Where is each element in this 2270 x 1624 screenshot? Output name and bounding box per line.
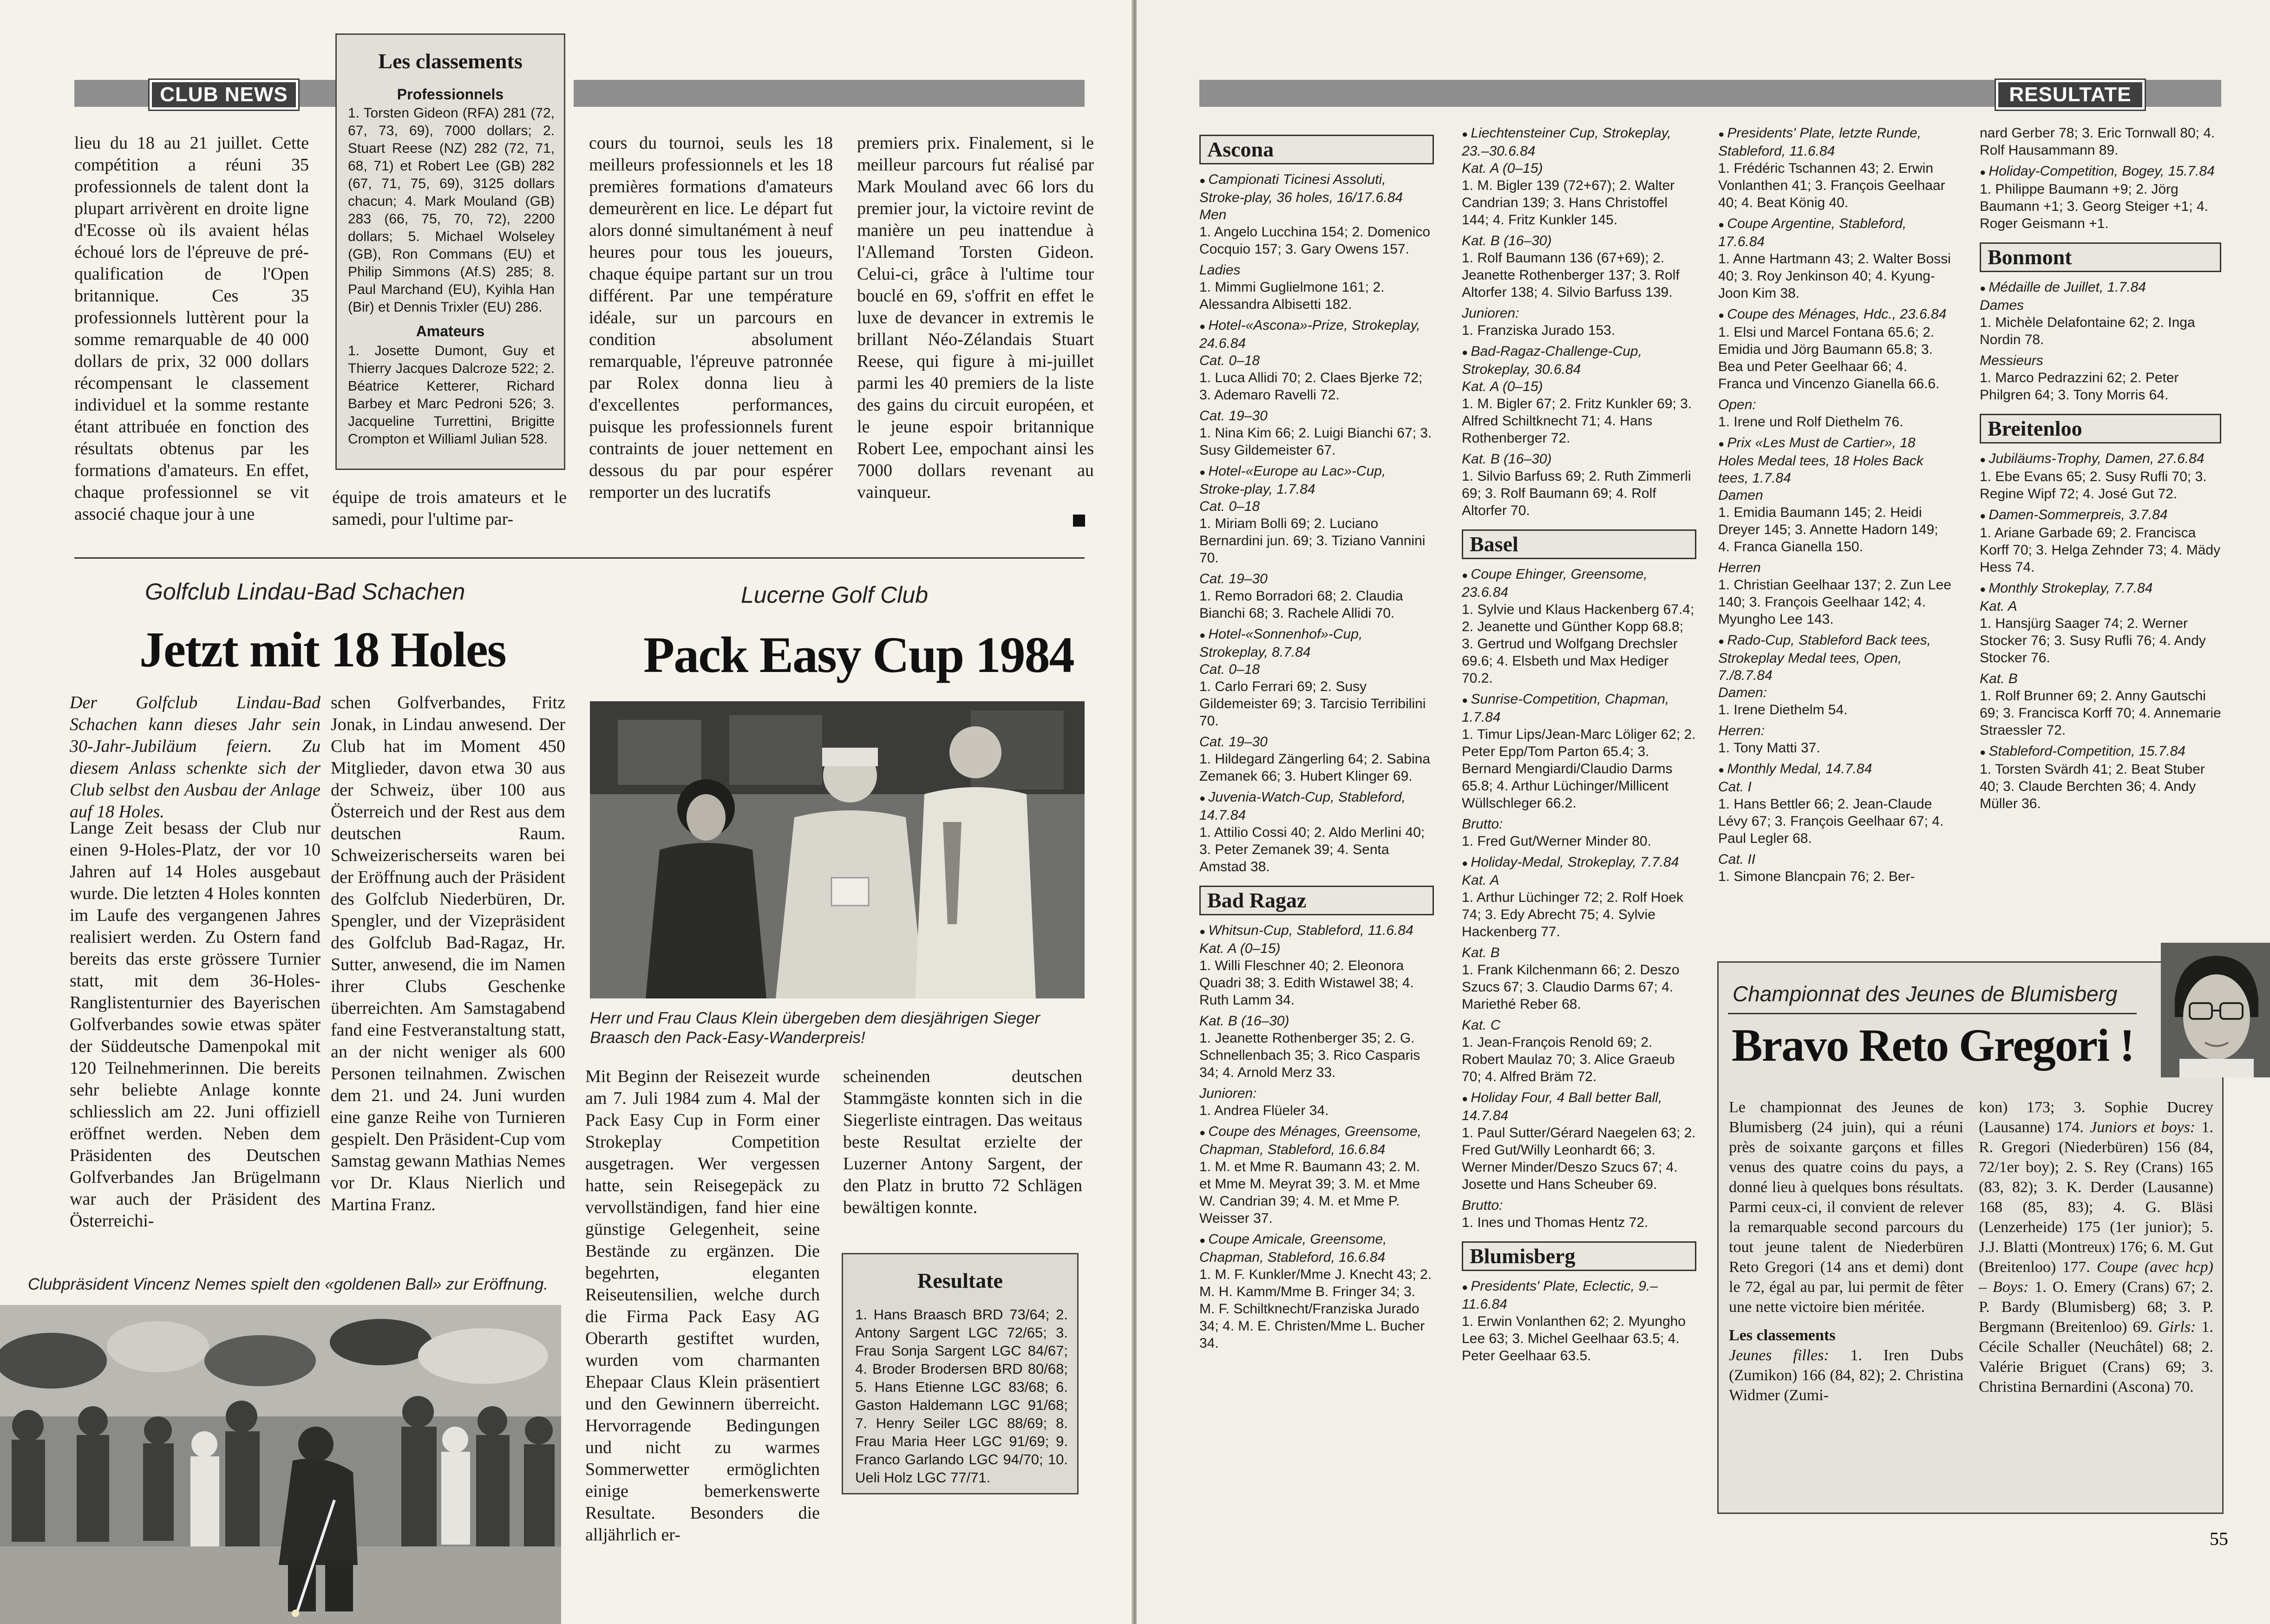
professionnels-heading: Professionnels xyxy=(397,86,504,103)
category-label: Kat. B (16–30) xyxy=(1462,233,1552,248)
category-label: Cat. I xyxy=(1718,779,1752,795)
result-line: 1. Arthur Lüchinger 72; 2. Rolf Hoek 74; 3. Edy Abrecht 75; 4. Sylvie Hackenberg 77. xyxy=(1462,890,1683,939)
event-title: ● Médaille de Juillet, 1.7.84 xyxy=(1980,279,2221,297)
category-label: Cat. 19–30 xyxy=(1199,408,1268,424)
lucerne-headline: Pack Easy Cup 1984 xyxy=(643,626,1074,683)
event-title: ● Sunrise-Competition, Chapman, 1.7.84 xyxy=(1462,691,1696,726)
category-label: Kat. B xyxy=(1980,671,2018,686)
event-title: ● Whitsun-Cup, Stableford, 11.6.84 xyxy=(1199,922,1434,940)
lindau-lead: Der Golfclub Lindau-Bad Schachen kann dieses Jahr sein 30-Jahr-Jubiläum feiern. Zu diesem Anlass schenkte sich der Club selbst den Ausbau der Anlage auf 18 Holes. xyxy=(70,693,321,822)
result-line: 1. Ebe Evans 65; 2. Susy Rufli 70; 3. Regine Wipf 72; 4. José Gut 72. xyxy=(1980,469,2207,502)
result-line: nard Gerber 78; 3. Eric Tornwall 80; 4. Rolf Hausammann 89. xyxy=(1980,125,2215,158)
left-page xyxy=(0,0,1133,1624)
category-label: Kat. A xyxy=(1980,599,2017,614)
blumisberg-classements-heading: Les classements xyxy=(1729,1327,1836,1344)
golfer-crowd-illustration xyxy=(0,1305,561,1624)
end-mark-square xyxy=(1073,515,1085,527)
club-heading: Bonmont xyxy=(1980,242,2221,272)
result-line: 1. Rolf Baumann 136 (67+69); 2. Jeanette Rothenberger 137; 3. Rolf Altorfer 138; 4. Silvio Barfuss 139. xyxy=(1462,250,1680,300)
result-line: 1. Jeanette Rothenberger 35; 2. G. Schnellenbach 35; 3. Rico Casparis 34; 4. Arnold Merz 33. xyxy=(1199,1030,1420,1080)
category-label: Brutto: xyxy=(1462,816,1503,832)
category-label: Kat. B (16–30) xyxy=(1199,1013,1289,1029)
result-line: 1. Carlo Ferrari 69; 2. Susy Gildemeister 69; 3. Tarcisio Terribilini 70. xyxy=(1199,679,1426,729)
category-label: Ladies xyxy=(1199,262,1241,278)
result-line: 1. M. F. Kunkler/Mme J. Knecht 43; 2. M. H. Kamm/Mme B. Fringer 34; 3. M. F. Schiltknecht/Franziska Jurado 34; 4. M. E. Christen/Mme L. Bucher 34. xyxy=(1199,1267,1432,1351)
event-title: ● Coupe Amicale, Greensome, Chapman, Stableford, 16.6.84 xyxy=(1199,1231,1434,1266)
result-line: 1. Silvio Barfuss 69; 2. Ruth Zimmerli 69; 3. Rolf Baumann 69; 4. Rolf Altorfer 70. xyxy=(1462,469,1691,518)
coupe-boys-results: 1. O. Emery (Crans) 67; 2. P. Bardy (Blumisberg) 68; 3. P. Bergmann (Breitenloo) 69. xyxy=(1979,1278,2213,1336)
result-line: 1. Timur Lips/Jean-Marc Löliger 62; 2. Peter Epp/Tom Parton 65.4; 3. Bernard Mengiardi/Claudio Darms 65.8; 4. Arthur Lüchinger/Millicent Wüllschleger 66.2. xyxy=(1462,727,1696,811)
result-line: 1. Andrea Flüeler 34. xyxy=(1199,1103,1329,1118)
result-line: 1. Ines und Thomas Hentz 72. xyxy=(1462,1215,1649,1230)
event-title: ● Coupe des Ménages, Hdc., 23.6.84 xyxy=(1718,306,1953,324)
category-label: Cat. II xyxy=(1718,852,1756,867)
category-label: Cat. 19–30 xyxy=(1199,571,1268,587)
result-line: 1. Sylvie und Klaus Hackenberg 67.4; 2. Jeanette und Günther Kopp 68.8; 3. Gertrud und Wolfgang Drechsler 69.6; 4. Elsbeth und Max Hediger 70.2. xyxy=(1462,602,1694,686)
event-title: ● Stableford-Competition, 15.7.84 xyxy=(1980,743,2221,761)
label-girls: Girls: xyxy=(2158,1318,2196,1336)
classements-title: Les classements xyxy=(378,49,523,73)
section-tag-club-news: CLUB NEWS xyxy=(150,80,298,110)
result-line: 1. Nina Kim 66; 2. Luigi Bianchi 67; 3. Susy Gildemeister 67. xyxy=(1199,425,1432,458)
box-rule xyxy=(1728,1013,2137,1014)
result-line: 1. Irene Diethelm 54. xyxy=(1718,702,1848,717)
label-juniors-boys: Juniors et boys: xyxy=(2090,1119,2196,1136)
result-line: 1. M. et Mme R. Baumann 43; 2. M. et Mme M. Meyrat 39; 3. M. et Mme W. Candrian 39; 4. M. et Mme P. Weisser 37. xyxy=(1199,1159,1420,1226)
jeunes-filles-continued: kon) 173; 3. Sophie Ducrey (Lausanne) 174. xyxy=(1979,1099,2213,1136)
result-line: 1. Hildegard Zängerling 64; 2. Sabina Zemanek 66; 3. Hubert Klinger 69. xyxy=(1199,751,1430,784)
lucerne-column-1: Mit Beginn der Reisezeit wurde am 7. Juli 1984 zum 4. Mal der Pack Easy Cup in Form einer Strokeplay Competition ausgetragen. Wer vergessen hatte, sein Reisegepäck zu vervollständigen, fand hier eine günstige Gelegenheit, seine Bestände zu ergänzen. Die begehrten, eleganten Reiseutensilien, welche durch die Firma Pack Easy AG Oberarth gestiftet wurden, wurden vom charmanten Ehepaar Claus Klein präsentiert und den Gewinnern überreicht. Hervorragende Bedingungen und nicht zu warmes Sommerwetter ermöglichten einige bemerkenswerte Resultate. Besonders die alljährlich er- xyxy=(585,1067,820,1545)
event-title: ● Presidents' Plate, Eclectic, 9.–11.6.84 xyxy=(1462,1278,1696,1313)
result-line: 1. Michèle Delafontaine 62; 2. Inga Nordin 78. xyxy=(1980,315,2195,347)
club-heading: Breitenloo xyxy=(1980,414,2221,444)
event-title: ● Damen-Sommerpreis, 3.7.84 xyxy=(1980,506,2221,524)
result-line: 1. Miriam Bolli 69; 2. Luciano Bernardini jun. 69; 3. Tiziano Vannini 70. xyxy=(1199,516,1426,566)
result-line: 1. M. Bigler 67; 2. Fritz Kunkler 69; 3. Alfred Schiltknecht 71; 4. Hans Rothenberger 72. xyxy=(1462,396,1692,446)
blumisberg-kicker: Championnat des Jeunes de Blumisberg xyxy=(1733,982,2118,1006)
page-number: 55 xyxy=(2210,1528,2228,1549)
event-title: ● Hotel-«Europe au Lac»-Cup, Stroke-play, 1.7.84 xyxy=(1199,463,1434,498)
event-title: ● Holiday Four, 4 Ball better Ball, 14.7.84 xyxy=(1462,1089,1696,1124)
category-label: Men xyxy=(1199,207,1227,222)
event-title: ● Jubiläums-Trophy, Damen, 27.6.84 xyxy=(1980,450,2221,468)
result-line: 1. Fred Gut/Werner Minder 80. xyxy=(1462,834,1651,849)
classements-box xyxy=(335,33,565,470)
result-line: 1. Erwin Vonlanthen 62; 2. Myungho Lee 63; 3. Michel Geelhaar 63.5; 4. Peter Geelhaar 63.5. xyxy=(1462,1314,1686,1363)
amateurs-list: 1. Josette Dumont, Guy et Thierry Jacques Dalcroze 522; 2. Béatrice Ketterer, Richard Barbey et Marc Pedroni 526; 3. Jacqueline Turrettini, Brigitte Crompton et Williaml Julian 528. xyxy=(348,343,555,447)
club-heading: Basel xyxy=(1462,529,1696,559)
result-line: 1. Simone Blancpain 76; 2. Ber- xyxy=(1718,869,1915,884)
category-label: Dames xyxy=(1980,298,2024,313)
club-heading: Blumisberg xyxy=(1462,1241,1696,1271)
category-label: Herren xyxy=(1718,560,1761,575)
juniors-boys-results: 1. R. Gregori (Niederbüren) 156 (84, 72/1er boy); 2. S. Rey (Crans) 165 (83, 82); 3. K. Derder (Lausanne) 168 (85, 83); 4. G. Bläsi (Lenzerheide) 175 (1er junior); 5. J.J. Blatti (Montreux) 176; 6. M. Gut (Breitenloo) 177. xyxy=(1979,1119,2214,1276)
category-label: Herren: xyxy=(1718,723,1765,738)
article-column-3: cours du tournoi, seuls les 18 meilleurs professionnels et les 18 premières formations d'amateurs demeurèrent en lice. Le départ fut alors donné simultanément à neuf heures pour tous les joueurs, chaque équipe partant sur un trou différent. Par une température idéale, sur un parcours en condition absolument remarquable, l'épreuve patronnée par Rolex donna lieu à d'excellentes performances, puisque les professionnels furent contraints de jouer nettement en dessous du par pour espérer remporter un des lucratifs xyxy=(589,133,833,502)
award-presentation-illustration xyxy=(590,701,1085,998)
results-list: 1. Hans Braasch BRD 73/64; 2. Antony Sargent LGC 72/65; 3. Frau Sonja Sargent LGC 84/67; 4. Broder Brodersen BRD 80/68; 5. Hans Etienne LGC 83/68; 6. Gaston Haldemann LGC 91/68; 7. Henry Seiler LGC 88/69; 8. Frau Maria Heer LGC 91/69; 9. Franco Garlando LGC 94/70; 10. Ueli Holz LGC 77/71. xyxy=(855,1306,1068,1486)
results-column-2 xyxy=(1462,124,1696,1368)
category-label: Cat. 0–18 xyxy=(1199,353,1260,368)
result-line: 1. Philippe Baumann +9; 2. Jörg Baumann +1; 3. Georg Steiger +1; 4. Roger Geismann +1. xyxy=(1980,182,2208,231)
event-title: ● Coupe Ehinger, Greensome, 23.6.84 xyxy=(1462,566,1696,601)
event-title: ● Bad-Ragaz-Challenge-Cup, Strokeplay, 30.6.84 xyxy=(1462,343,1696,378)
lucerne-award-photo xyxy=(590,701,1085,998)
category-label: Damen xyxy=(1718,488,1763,503)
label-coupe-boys: Coupe (avec hcp) – Boys: xyxy=(1979,1259,2214,1296)
blumisberg-column-2 xyxy=(1979,1097,2213,1397)
category-label: Kat. C xyxy=(1462,1017,1501,1033)
right-page xyxy=(1137,0,2270,1624)
result-line: 1. Mimmi Guglielmone 161; 2. Alessandra Albisetti 182. xyxy=(1199,280,1385,312)
event-title: ● Holiday-Medal, Strokeplay, 7.7.84 xyxy=(1462,854,1696,872)
result-line: 1. Torsten Svärdh 41; 2. Beat Stuber 40; 3. Claude Berchten 36; 4. Andy Müller 36. xyxy=(1980,762,2205,811)
category-label: Kat. A (0–15) xyxy=(1462,161,1543,176)
lucerne-photo-caption: Herr und Frau Claus Klein übergeben dem diesjährigen Sieger Braasch den Pack-Easy-Wanderpreis! xyxy=(590,1009,1040,1047)
results-column-3 xyxy=(1718,124,1953,889)
blumisberg-headline: Bravo Reto Gregori ! xyxy=(1732,1019,2134,1071)
event-title: ● Hotel-«Ascona»-Prize, Strokeplay, 24.6.84 xyxy=(1199,317,1434,352)
result-line: 1. Remo Borradori 68; 2. Claudia Bianchi 68; 3. Rachele Allidi 70. xyxy=(1199,588,1403,621)
event-title: ● Prix «Les Must de Cartier», 18 Holes Medal tees, 18 Holes Back tees, 1.7.84 xyxy=(1718,434,1953,487)
event-title: ● Rado-Cup, Stableford Back tees, Strokeplay Medal tees, Open, 7./8.7.84 xyxy=(1718,632,1953,684)
article-column-4: premiers prix. Finalement, si le meilleur parcours fut réalisé par Mark Mouland avec 66 lors du premier jour, la victoire revint de manière un peu inattendue à l'Allemand Torsten Gideon. Celui-ci, grâce à l'ultime tour bouclé en 69, s'offrit en effet le luxe de devancer in extremis le brillant Néo-Zélandais Stuart Reese, qui figure à mi-juillet parmi les 40 premiers de la liste des gains du circuit européen, et le jeune espoir britannique Robert Lee, empochant ainsi les 7000 dollars revenant au vainqueur. xyxy=(857,133,1094,502)
club-heading: Bad Ragaz xyxy=(1199,886,1434,915)
result-line: 1. Jean-François Renold 69; 2. Robert Maulaz 70; 3. Alice Graeub 70; 4. Alfred Bräm 72. xyxy=(1462,1035,1675,1084)
category-label: Junioren: xyxy=(1199,1086,1257,1101)
category-label: Kat. A xyxy=(1462,873,1499,888)
category-label: Kat. B xyxy=(1462,945,1500,960)
results-title: Resultate xyxy=(917,1269,1003,1292)
category-label: Messieurs xyxy=(1980,353,2043,368)
event-title: ● Campionati Ticinesi Assoluti, Stroke-play, 36 holes, 16/17.6.84 xyxy=(1199,171,1434,206)
event-title: ● Juvenia-Watch-Cup, Stableford, 14.7.84 xyxy=(1199,789,1434,824)
lucerne-column-2: scheinenden deutschen Stammgäste konnten sich in die Siegerliste eintragen. Das weitaus beste Resultat erzielte der Luzerner Antony Sargent, der den Platz in brutto 72 Schlägen bewältigen konnte. xyxy=(843,1067,1082,1217)
category-label: Kat. A (0–15) xyxy=(1462,379,1543,394)
lindau-photo-caption: Clubpräsident Vincenz Nemes spielt den «goldenen Ball» zur Eröffnung. xyxy=(28,1275,549,1293)
event-title: ● Liechtensteiner Cup, Strokeplay, 23.–30.6.84 xyxy=(1462,124,1696,160)
result-line: 1. Willi Fleschner 40; 2. Eleonora Quadri 38; 3. Edith Wistawel 38; 4. Ruth Lamm 34. xyxy=(1199,958,1414,1008)
event-title: ● Presidents' Plate, letzte Runde, Stableford, 11.6.84 xyxy=(1718,124,1953,160)
result-line: 1. Christian Geelhaar 137; 2. Zun Lee 140; 3. François Geelhaar 142; 4. Myungho Lee 143. xyxy=(1718,577,1951,627)
category-label: Junioren: xyxy=(1462,306,1519,321)
result-line: 1. Angelo Lucchina 154; 2. Domenico Cocquio 157; 3. Gary Owens 157. xyxy=(1199,224,1431,257)
header-bar-right xyxy=(574,80,1085,107)
result-line: 1. Franziska Jurado 153. xyxy=(1462,323,1616,338)
event-title: ● Hotel-«Sonnenhof»-Cup, Strokeplay, 8.7.84 xyxy=(1199,626,1434,661)
lucerne-kicker: Lucerne Golf Club xyxy=(741,582,929,608)
lucerne-results-box xyxy=(842,1253,1079,1494)
lindau-column-2: schen Golfverbandes, Fritz Jonak, in Lindau anwesend. Der Club hat im Moment 450 Mitglieder, davon etwa 30 aus der Schweiz, über 100 aus Österreich und der Rest aus dem deutschen Raum. Schweizerischerseits waren bei der Eröffnung auch der Präsident des Golfclub Niederbüren, Dr. Spengler, und der Vizepräsident des Golfclub Bad-Ragaz, Hr. Sutter, anwesend, die im Namen ihrer Clubs Geschenke überreichten. Am Samstagabend fand eine Festveranstaltung statt, an der nicht weniger als 600 Personen teilnahmen. Zwischen dem 21. und 24. Juni wurden eine ganze Reihe von Turnieren gespielt. Den Präsident-Cup vom Samstag gewann Mathias Nemes vor Dr. Klaus Nierlich und Martina Franz. xyxy=(331,693,565,1214)
lindau-opening-photo xyxy=(0,1305,561,1624)
category-label: Damen: xyxy=(1718,685,1767,700)
girls-results: 1. Cécile Schaller (Neuchâtel) 68; 2. Valérie Briguet (Crans) 69; 3. Christina Bernardini (Ascona) 70. xyxy=(1979,1318,2214,1396)
amateurs-heading: Amateurs xyxy=(416,323,485,339)
result-line: 1. Paul Sutter/Gérard Naegelen 63; 2. Fred Gut/Willy Leonhardt 66; 3. Werner Minder/Deszo Szucs 67; 4. Josette und Hans Scheuber 69. xyxy=(1462,1125,1696,1192)
lindau-column-1: Lange Zeit besass der Club nur einen 9-Holes-Platz, der vor 10 Jahren auf 14 Holes ausgebaut wurde. Die letzten 4 Holes konnten im Laufe des vergangenen Jahres realisiert werden. Zu Ostern fand bereits das erste grössere Turnier statt, mit dem 36-Holes-Ranglistenturnier des Bayerischen Golfverbandes sowie etwas später der Süddeutsche Damenpokal mit 120 Teilnehmerinnen. Die bereits sehr beliebte Anlage konnte schliesslich am 22. Juni offiziell eröffnet werden. Neben dem Präsidenten des Deutschen Golfverbandes Jan Brügelmann war auch der Präsident des Österreichi- xyxy=(70,818,321,1231)
professionnels-list: 1. Torsten Gideon (RFA) 281 (72, 67, 73, 69), 7000 dollars; 2. Stuart Reese (NZ) 282 (72, 71, 68, 71) et Robert Lee (GB) 282 (67, 71, 75, 69), 3125 dollars chacun; 4. Mark Mouland (GB) 283 (66, 75, 70, 72), 2200 dollars; 5. Michael Wolseley (GB), Ron Commans (EU) et Philip Simmons (Af.S) 285; 8. Paul Marchand (EU), Kyihla Han (Bir) et Dennis Trixler (EU) 286. xyxy=(348,105,555,315)
section-tag-resultate: RESULTATE xyxy=(1996,80,2145,110)
category-label: Cat. 0–18 xyxy=(1199,662,1260,677)
result-line: 1. Attilio Cossi 40; 2. Aldo Merlini 40; 3. Peter Zemanek 39; 4. Senta Amstad 38. xyxy=(1199,825,1425,874)
category-label: Open: xyxy=(1718,397,1756,412)
result-line: 1. Frank Kilchenmann 66; 2. Deszo Szucs 67; 3. Claudio Darms 67; 4. Mariethé Reber 68. xyxy=(1462,962,1680,1012)
article-column-1: lieu du 18 au 21 juillet. Cette compétition a réuni 35 professionnels de talent dont la plupart arrivèrent en droite ligne d'Ecosse où ils avaient hélas échoué lors de l'épreuve de pré-qualification de l'Open britannique. Ces 35 professionnels luttèrent pour la somme remarquable de 40 000 dollars de prix, 32 000 dollars récompensant le classement individuel et la somme restante étant attribuée en fonction des résultats obtenus par les formations d'amateurs. En effet, chaque professionnel se vit associé chaque jour à une xyxy=(74,133,309,524)
result-line: 1. Tony Matti 37. xyxy=(1718,740,1820,756)
blumisberg-column-1 xyxy=(1729,1097,1963,1405)
lindau-kicker: Golfclub Lindau-Bad Schachen xyxy=(145,579,465,605)
article-column-2: équipe de trois amateurs et le samedi, pour l'ultime par- xyxy=(332,488,567,529)
result-line: 1. Elsi und Marcel Fontana 65.6; 2. Emidia und Jörg Baumann 65.8; 3. Bea und Peter Geelhaar 66; 4. Franca und Vincenzo Gianella 66.6. xyxy=(1718,325,1940,391)
result-line: 1. Marco Pedrazzini 62; 2. Peter Philgren 64; 3. Tony Morris 64. xyxy=(1980,370,2179,403)
club-heading: Ascona xyxy=(1199,135,1434,164)
category-label: Kat. B (16–30) xyxy=(1462,451,1552,467)
result-line: 1. Anne Hartmann 43; 2. Walter Bossi 40; 3. Roy Jenkinson 40; 4. Kyung-Joon Kim 38. xyxy=(1718,251,1951,301)
reto-gregori-portrait xyxy=(2161,943,2270,1077)
jeunes-filles-results: 1. Iren Dubs (Zumikon) 166 (84, 82); 2. Christina Widmer (Zumi- xyxy=(1729,1347,1964,1404)
event-title: ● Monthly Strokeplay, 7.7.84 xyxy=(1980,580,2221,598)
portrait-illustration xyxy=(2161,943,2270,1077)
category-label: Brutto: xyxy=(1462,1198,1503,1213)
category-label: Cat. 0–18 xyxy=(1199,499,1260,514)
event-title: ● Coupe des Ménages, Greensome, Chapman, Stableford, 16.6.84 xyxy=(1199,1123,1434,1158)
result-line: 1. Emidia Baumann 145; 2. Heidi Dreyer 145; 3. Annette Hadorn 149; 4. Franca Gianella 150. xyxy=(1718,505,1938,554)
result-line: 1. Frédéric Tschannen 43; 2. Erwin Vonlanthen 41; 3. François Geelhaar 40; 4. Beat König 40. xyxy=(1718,161,1945,210)
category-label: Cat. 19–30 xyxy=(1199,734,1268,750)
result-line: 1. Rolf Brunner 69; 2. Anny Gautschi 69; 3. Francisca Korff 70; 4. Annemarie Straessler 72. xyxy=(1980,688,2221,738)
results-column-1 xyxy=(1199,124,1434,1356)
event-title: ● Holiday-Competition, Bogey, 15.7.84 xyxy=(1980,163,2221,181)
category-label: Kat. A (0–15) xyxy=(1199,941,1281,956)
results-column-4 xyxy=(1980,124,2221,816)
result-line: 1. M. Bigler 139 (72+67); 2. Walter Candrian 139; 3. Hans Christoffel 144; 4. Fritz Kunkler 145. xyxy=(1462,178,1675,228)
blumisberg-intro: Le championnat des Jeunes de Blumisberg (24 juin), qui a réuni près de soixante garçons et filles venus des quatre coins du pays, a donné lieu à quelques bons résultats. Parmi ceux-ci, il convient de relever la remarquable second parcours du tout jeune talent de Niederbüren Reto Gregori (14 ans et demi) dont le 72, égal au par, lui permit de fêter une nette victoire bien méritée. xyxy=(1729,1099,1963,1316)
result-line: 1. Ariane Garbade 69; 2. Francisca Korff 70; 3. Helga Zehnder 73; 4. Mädy Hess 74. xyxy=(1980,525,2221,575)
section-divider-rule xyxy=(74,557,1085,559)
result-line: 1. Hansjürg Saager 74; 2. Werner Stocker 76; 3. Susy Rufli 76; 4. Andy Stocker 76. xyxy=(1980,616,2206,665)
result-line: 1. Hans Bettler 66; 2. Jean-Claude Lévy 67; 3. François Geelhaar 67; 4. Paul Legler 68. xyxy=(1718,796,1944,846)
lindau-headline: Jetzt mit 18 Holes xyxy=(139,622,506,678)
event-title: ● Coupe Argentine, Stableford, 17.6.84 xyxy=(1718,215,1953,250)
blumisberg-feature-box xyxy=(1717,961,2224,1514)
event-title: ● Monthly Medal, 14.7.84 xyxy=(1718,760,1953,778)
result-line: 1. Luca Allidi 70; 2. Claes Bjerke 72; 3. Ademaro Ravelli 72. xyxy=(1199,370,1423,403)
result-line: 1. Irene und Rolf Diethelm 76. xyxy=(1718,414,1904,430)
label-jeunes-filles: Jeunes filles: xyxy=(1729,1347,1829,1364)
